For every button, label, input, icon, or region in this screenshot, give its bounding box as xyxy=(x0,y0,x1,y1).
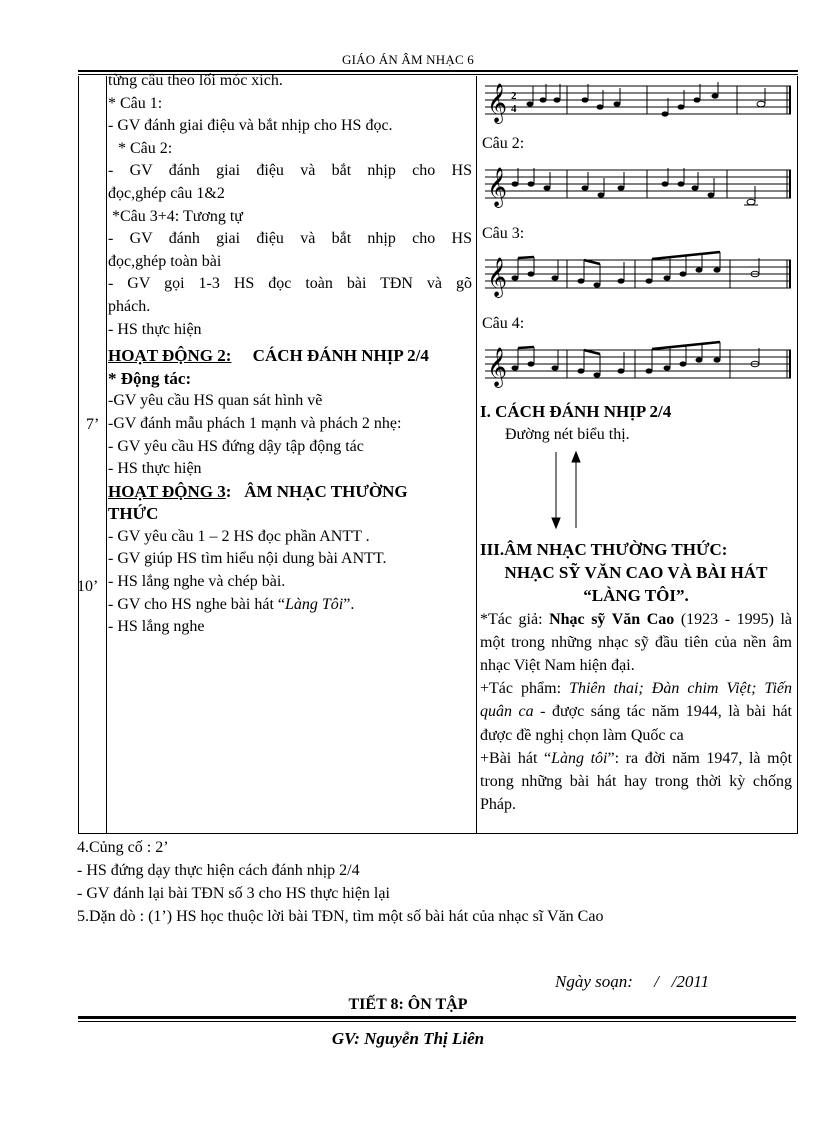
activity-3-label: HOẠT ĐỘNG 3 xyxy=(108,481,226,501)
date-line: Ngày soạn: / /2011 xyxy=(555,972,710,991)
text-span: *Tác giả: xyxy=(480,610,550,628)
text-line: - GV đánh giai điệu và bắt nhịp cho HS đọc. xyxy=(108,117,393,135)
text-span: (1923 - 1995) là một trong những nhạc sỹ đầu tiên của nền âm nhạc Việt Nam hiện đại. xyxy=(480,610,793,675)
svg-text:𝄞: 𝄞 xyxy=(487,347,508,387)
section-1-subtitle: Đường nét biểu thị. xyxy=(505,426,630,444)
text-span: +Bài hát “ xyxy=(480,749,552,767)
text-span: ”. xyxy=(343,595,355,613)
svg-text:2: 2 xyxy=(511,90,517,102)
text-line: từng câu theo lối móc xích. xyxy=(108,72,283,89)
lesson-footer xyxy=(77,836,603,928)
text-line: -GV yêu cầu HS quan sát hình vẽ xyxy=(108,392,323,410)
page-header: GIÁO ÁN ÂM NHẠC 6 xyxy=(342,52,474,67)
activity-3-heading xyxy=(108,481,472,504)
phrase-2-label: Câu 2: xyxy=(482,135,525,152)
activity-2-heading xyxy=(108,345,472,368)
beat-direction-arrows xyxy=(545,448,585,532)
text-span: ” xyxy=(607,749,615,767)
works-list: Thiên thai; Đàn chim Việt; Tiến quân ca xyxy=(480,680,792,721)
text-line: - HS lắng nghe và chép bài. xyxy=(108,573,286,591)
music-staff-4 xyxy=(485,340,791,390)
text-line: - HS lắng nghe xyxy=(108,618,205,636)
svg-text:𝄞: 𝄞 xyxy=(487,167,508,207)
text-line: đọc,ghép câu 1&2 xyxy=(108,184,225,202)
section-3 xyxy=(480,538,792,816)
text-span: - được sáng tác năm 1944, là bài hát được đề nghị chọn làm Quốc ca xyxy=(480,703,792,744)
section-3-heading: III.ÂM NHẠC THƯỜNG THỨC: xyxy=(480,540,728,559)
phrase-3-label: Câu 3: xyxy=(482,225,525,242)
activity-2-title: CÁCH ĐÁNH NHỊP 2/4 xyxy=(252,346,429,366)
text-line: - GV đánh giai điệu và bắt nhịp cho HS xyxy=(108,230,472,248)
activity-3-colon: : xyxy=(225,481,232,501)
music-staff-2 xyxy=(485,160,791,210)
section-3-title: NHẠC SỸ VĂN CAO VÀ BÀI HÁT xyxy=(504,563,768,583)
column-divider-content xyxy=(476,76,477,833)
text-line: đọc,ghép toàn bài xyxy=(108,252,222,270)
text-line: * Câu 2: xyxy=(118,139,173,157)
text-line: - GV yêu cầu HS đứng dậy tập động tác xyxy=(108,437,364,455)
teacher-name: GV: Nguyễn Thị Liên xyxy=(331,1029,485,1048)
text-span: +Tác phẩm: xyxy=(480,680,570,698)
text-span: : ra đời năm 1947, là một trong những bài hát hay trong thời kỳ chống Pháp. xyxy=(480,749,793,814)
text-line: * Câu 1: xyxy=(108,94,163,112)
text-line: - GV đánh lại bài TĐN số 3 cho HS thực hiện lại xyxy=(77,885,390,902)
text-line: *Câu 3+4: Tương tự xyxy=(112,207,243,225)
text-line: phách. xyxy=(108,297,151,315)
svg-text:𝄞: 𝄞 xyxy=(487,257,508,297)
text-line: - GV gọi 1-3 HS đọc toàn bài TĐN và gõ xyxy=(108,275,472,293)
text-line: - HS đứng dạy thực hiện cách đánh nhịp 2/4 xyxy=(77,862,360,879)
text-line: - HS thực hiện xyxy=(108,320,202,338)
author-paragraph xyxy=(480,608,792,678)
right-column-text xyxy=(480,400,792,446)
text-line: - HS thực hiện xyxy=(108,460,202,478)
text-line: 4.Củng cố : 2’ xyxy=(77,839,169,856)
text-span: - GV cho HS nghe bài hát “ xyxy=(108,595,285,613)
music-staff-1 xyxy=(485,80,791,130)
author-name: Nhạc sỹ Văn Cao xyxy=(549,610,675,628)
text-line: - GV yêu cầu 1 – 2 HS đọc phần ANTT . xyxy=(108,527,370,545)
left-column xyxy=(108,70,472,639)
time-cell: 7’ xyxy=(86,416,100,433)
svg-text:4: 4 xyxy=(511,103,517,115)
text-line: * Động tác: xyxy=(108,368,192,388)
song-paragraph xyxy=(480,747,792,817)
song-title: Làng Tôi xyxy=(285,595,344,613)
lesson-title: TIẾT 8: ÔN TẬP xyxy=(348,996,468,1013)
text-line xyxy=(108,594,472,617)
text-line: -GV đánh mẫu phách 1 mạnh và phách 2 nhẹ: xyxy=(108,414,402,432)
phrase-4-label: Câu 4: xyxy=(482,315,525,332)
activity-3-title-cont: THỨC xyxy=(108,504,159,524)
text-line: - GV giúp HS tìm hiểu nội dung bài ANTT. xyxy=(108,550,387,568)
column-divider-time xyxy=(106,76,107,833)
music-staff-3 xyxy=(485,250,791,300)
works-paragraph xyxy=(480,677,792,747)
footer-rule xyxy=(78,1016,796,1019)
activity-2-label: HOẠT ĐỘNG 2: xyxy=(108,346,232,366)
section-3-song: “LÀNG TÔI”. xyxy=(583,586,689,606)
song-name: Làng tôi xyxy=(551,749,608,767)
activity-3-title: ÂM NHẠC THƯỜNG xyxy=(244,481,408,501)
svg-text:𝄞: 𝄞 xyxy=(487,83,508,123)
text-line: - GV đánh giai điệu và bắt nhịp cho HS xyxy=(108,162,472,180)
text-line: 5.Dặn dò : (1’) HS học thuộc lời bài TĐN, tìm một số bài hát của nhạc sĩ Văn Cao xyxy=(77,908,604,925)
footer-rule-thin xyxy=(78,1021,796,1022)
section-1-heading: I. CÁCH ĐÁNH NHỊP 2/4 xyxy=(480,402,672,421)
time-cell: 10’ xyxy=(77,578,99,595)
